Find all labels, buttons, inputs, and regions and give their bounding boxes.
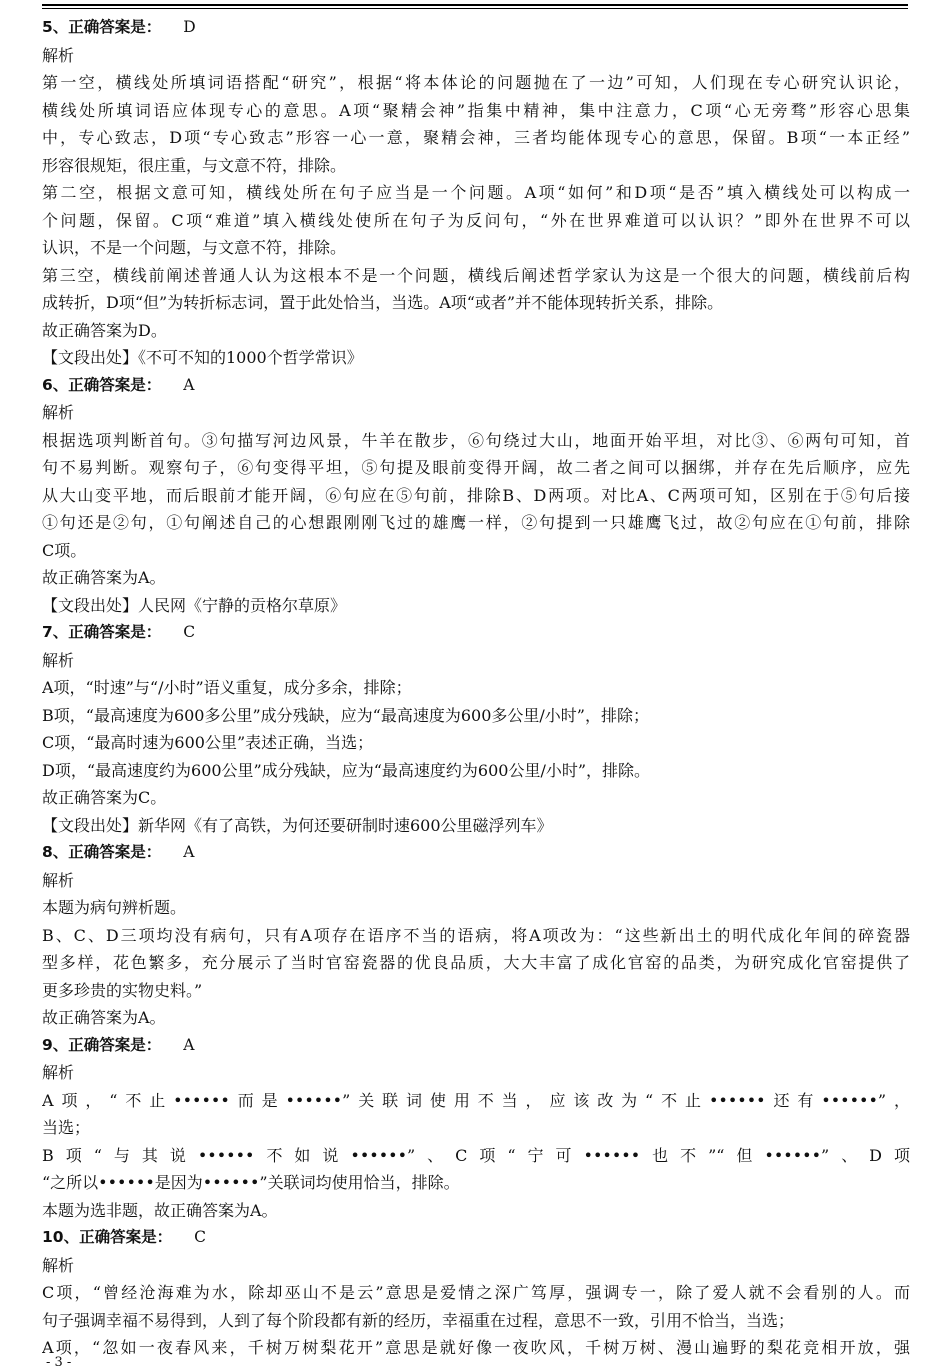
answer-heading [42, 1224, 910, 1252]
explanation-line: ①句还是②句，①句阐述自己的心想跟刚刚飞过的雄鹰一样，②句提到一只雄鹰飞过，故②句应在①句前，排除 [42, 513, 910, 532]
explanation-line: 【文段出处】人民网《宁静的贡格尔草原》 [42, 595, 347, 615]
explanation-line: 【文段出处】《不可不知的1000个哲学常识》 [42, 348, 363, 367]
explanation-line: 更多珍贵的实物史料。” [42, 980, 203, 1000]
explanation-line: 本题为病句辨析题。 [42, 898, 187, 917]
correct-answer: C [183, 623, 196, 641]
explanation-line: B项，“最高速度为600多公里”成分残缺，应为“最高速度为600多公里/小时”，排除； [42, 705, 649, 725]
answer-heading-label: 9、正确答案是： [42, 1035, 162, 1054]
explanation-line: C项，“曾经沧海难为水，除却巫山不是云”意思是爱情之深广笃厚，强调专一，除了爱人就不会看别的人。而 [42, 1283, 910, 1302]
explanation-line: B、C、D三项均没有病句，只有A项存在语序不当的语病，将A项改为：“这些新出土的明代成化年间的碎瓷器 [42, 925, 910, 945]
explanation-line: 形容很规矩，很庄重，与文意不符，排除。 [42, 155, 347, 175]
explanation-line: A项，“时速”与“/小时”语义重复，成分多余，排除； [42, 678, 412, 697]
question-block [42, 619, 910, 839]
answer-heading-label: 7、正确答案是： [42, 623, 162, 641]
correct-answer: A [183, 1035, 195, 1054]
explanation-line: 故正确答案为C。 [42, 788, 167, 807]
analysis-label: 解析 [42, 45, 75, 65]
explanation-line: 本题为选非题，故正确答案为A。 [42, 1200, 278, 1220]
explanation-line: 个问题，保留。C项“难道”填入横线处使所在句子为反问句，“外在世界难道可以认识？”即外在世界不可以 [42, 210, 910, 230]
explanation-line: 型多样，花色繁多，充分展示了当时官窑瓷器的优良品质，大大丰富了成化官窑的品类，为研究成化官窑提供了 [42, 953, 910, 972]
explanation-line: 第一空，横线处所填词语搭配“研究”，根据“将本体论的问题抛在了一边”可知，人们现在专心研究认识论， [42, 73, 910, 92]
answer-heading-label: 6、正确答案是： [42, 375, 162, 394]
explanation-line: D项，“最高速度约为600公里”成分残缺，应为“最高速度约为600公里/小时”，排除。 [42, 760, 651, 780]
explanation-line: C项。 [42, 540, 87, 560]
question-block [42, 839, 910, 1032]
answer-heading-label: 10、正确答案是： [42, 1228, 173, 1246]
correct-answer: A [183, 375, 195, 394]
correct-answer: A [183, 843, 195, 861]
answer-heading [42, 839, 910, 867]
explanation-line: 故正确答案为A。 [42, 1008, 166, 1027]
analysis-label: 解析 [42, 650, 75, 670]
question-block [42, 1224, 910, 1362]
explanation-line: “之所以••••••是因为••••••”关联词均使用恰当，排除。 [42, 1173, 460, 1192]
answer-heading [42, 372, 910, 400]
explanation-line: 当选； [42, 1118, 91, 1137]
header-rule-thick [42, 4, 908, 6]
explanation-line: C项，“最高时速为600公里”表述正确，当选； [42, 733, 374, 752]
explanation-line: B项“与其说••••••不如说••••••”、C项“宁可••••••也不”“但••••••”、D项 [42, 1145, 910, 1165]
analysis-label: 解析 [42, 1255, 75, 1275]
answer-explanations [42, 14, 910, 1362]
explanation-line: A项，“忽如一夜春风来，千树万树梨花开”意思是就好像一夜吹风，千树万树、漫山遍野的梨花竞相开放，强 [42, 1338, 910, 1357]
correct-answer: D [183, 18, 196, 36]
answer-heading [42, 1032, 910, 1060]
answer-heading [42, 619, 910, 647]
explanation-line: 成转折，D项“但”为转折标志词，置于此处恰当，当选。A项“或者”并不能体现转折关系，排除。 [42, 293, 724, 312]
explanation-line: 【文段出处】新华网《有了高铁，为何还要研制时速600公里磁浮列车》 [42, 815, 553, 835]
question-block [42, 372, 910, 620]
analysis-label: 解析 [42, 1063, 75, 1082]
explanation-line: 第三空，横线前阐述普通人认为这根本不是一个问题，横线后阐述哲学家认为这是一个很大的问题，横线前后构 [42, 265, 910, 285]
answer-heading [42, 14, 910, 42]
explanation-line: 从大山变平地，而后眼前才能开阔，⑥句应在⑤句前，排除B、D两项。对比A、C两项可知，区别在于⑤句后接 [42, 485, 910, 505]
explanation-line: 句子强调幸福不易得到，人到了每个阶段都有新的经历，幸福重在过程，意思不一致，引用不恰当，当选； [42, 1310, 795, 1330]
explanation-line: 认识，不是一个问题，与文意不符，排除。 [42, 238, 347, 257]
question-block [42, 14, 910, 372]
explanation-line: 根据选项判断首句。③句描写河边风景，牛羊在散步，⑥句绕过大山，地面开始平坦，对比③、⑥两句可知，首 [42, 430, 910, 450]
question-block [42, 1032, 910, 1225]
answer-heading-label: 8、正确答案是： [42, 843, 162, 861]
analysis-label: 解析 [42, 403, 75, 422]
correct-answer: C [194, 1228, 206, 1246]
page-number: - 3 - [46, 1355, 72, 1370]
answer-heading-label: 5、正确答案是： [42, 18, 162, 36]
explanation-line: A项，“不止••••••而是••••••”关联词使用不当，应该改为“不止••••••还有••••••”， [42, 1090, 910, 1110]
explanation-line: 故正确答案为A。 [42, 568, 166, 587]
analysis-label: 解析 [42, 870, 75, 890]
explanation-line: 中，专心致志，D项“专心致志”形容一心一意，聚精会神，三者均能体现专心的意思，保留。B项“一本正经” [42, 128, 910, 147]
explanation-line: 故正确答案为D。 [42, 320, 167, 340]
explanation-line: 横线处所填词语应体现专心的意思。A项“聚精会神”指集中精神，集中注意力，C项“心无旁骛”形容心思集 [42, 100, 910, 120]
explanation-line: 句不易判断。观察句子，⑥句变得平坦，⑤句提及眼前变得开阔，故二者之间可以捆绑，并存在先后顺序，应先 [42, 458, 910, 477]
explanation-line: 第二空，根据文意可知，横线处所在句子应当是一个问题。A项“如何”和D项“是否”填入横线处可以构成一 [42, 183, 910, 202]
header-rule-thin [42, 8, 908, 9]
